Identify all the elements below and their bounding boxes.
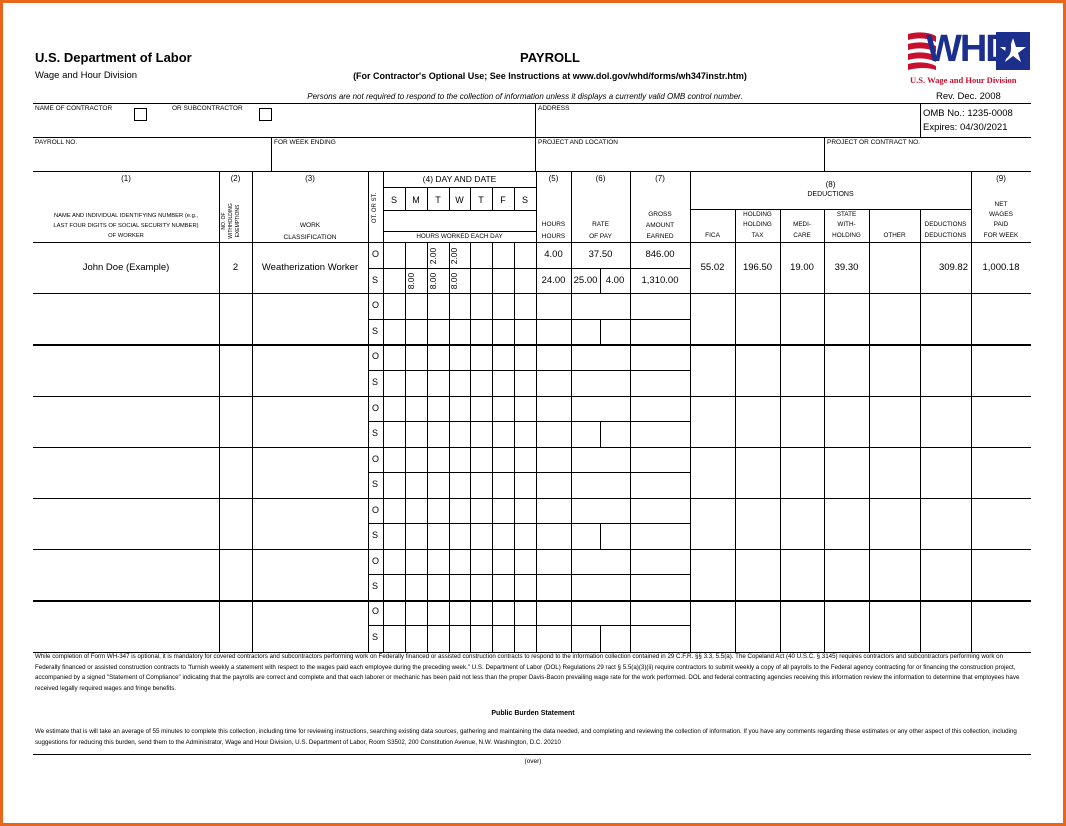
s-hours-wednesday: 8.00 — [449, 272, 459, 290]
over-label: (over) — [524, 758, 542, 765]
col6-label-a: RATE — [592, 221, 609, 228]
s-gross: 1,310.00 — [641, 275, 679, 286]
state-amount: 39.30 — [834, 262, 859, 273]
payroll-no-label: PAYROLL NO. — [35, 139, 78, 146]
s-rate: 25.00 — [573, 275, 598, 286]
col5-label-b: HOURS — [541, 221, 566, 228]
row2-s-mark: S — [372, 326, 379, 336]
fica-label: FICA — [705, 232, 720, 239]
row6-s-mark: S — [372, 530, 379, 540]
omb-number: OMB No.: 1235-0008 — [923, 108, 1013, 119]
row1-o-mark: O — [372, 249, 380, 259]
row2-o-mark: O — [372, 300, 380, 310]
whd-logo — [906, 30, 1030, 88]
day-sunday: S — [390, 195, 397, 205]
week-ending-label: FOR WEEK ENDING — [274, 139, 336, 146]
division-name: Wage and Hour Division — [35, 70, 138, 81]
form-subtitle: (For Contractor's Optional Use; See Instructions at www.dol.gov/whd/forms/wh347instr.htm) — [353, 71, 747, 81]
col3-label-a: WORK — [299, 222, 321, 229]
address-label: ADDRESS — [538, 105, 570, 112]
s-hours-tuesday: 8.00 — [428, 272, 438, 290]
row3-o-mark: O — [372, 351, 380, 361]
revision: Rev. Dec. 2008 — [936, 91, 1001, 102]
logo-subtitle: U.S. Wage and Hour Division — [910, 75, 1017, 85]
row4-o-mark: O — [372, 403, 380, 413]
worker-classification: Weatherization Worker — [261, 262, 359, 273]
medicare-label-a: MEDI- — [793, 221, 811, 228]
col2-number: (2) — [230, 174, 241, 183]
o-rate: 37.50 — [588, 249, 613, 260]
col3-number: (3) — [305, 174, 315, 183]
department-name: U.S. Department of Labor — [35, 50, 192, 65]
state-label-a: STATE — [836, 211, 857, 218]
o-hours-wednesday: 2.00 — [449, 247, 459, 265]
row7-s-mark: S — [372, 581, 379, 591]
burden-title: Public Burden Statement — [491, 710, 575, 717]
row5-s-mark: S — [372, 479, 379, 489]
net-label: NET — [994, 201, 1008, 208]
mandatory-statement: While completion of Form WH-347 is optional, it is mandatory for covered contractors and subcontractors performing work on Federally financed or assisted construction contracts to respond to the information collection contained in 29 C.F.R. §§ 3.3, 5.5(a). The Copeland Act (40 U.S.C. § 3145) requires contractors and subcontractors performing work on Federally financed or assisted construction contracts to "furnish weekly a statement with respect to the wages paid each employee during the preceding week." U.S. Department of Labor (DOL) Regulations 29 ract § 5.5(a)(3)(ii) require contractors to submit weekly a copy of all payrolls to the Federal agency contracting for or financing the construction project, accompanied by a signed "Statement of Compliance" indicating that the payrolls are correct and complete and that each laborer or mechanic has been paid not less than the proper Davis-Bacon prevailing wage rate for the work performed. DOL and federal contracting agencies receiving this information review the information to determine that employees have received legally required wages and fringe benefits. — [35, 653, 1020, 692]
col2-label-c: EXEMPTIONS — [235, 204, 241, 238]
day-saturday: S — [521, 195, 528, 205]
col2-label-a: NO. OF — [221, 212, 227, 230]
total-deductions-label-b: DEDUCTIONS — [924, 221, 967, 228]
day-wednesday: W — [455, 195, 464, 205]
net-wages-amount: 1,000.18 — [982, 262, 1020, 273]
ot-st-label: OT. OR ST. — [372, 192, 378, 224]
project-location-label: PROJECT AND LOCATION — [538, 139, 618, 146]
subcontractor-label: OR SUBCONTRACTOR — [172, 105, 243, 112]
col6-label-b: OF PAY — [589, 233, 612, 240]
col5-number: (5) — [548, 174, 559, 183]
deductions-label: DEDUCTIONS — [807, 191, 854, 198]
state-label-c: HOLDING — [832, 232, 861, 239]
row6-o-mark: O — [372, 505, 380, 515]
subcontractor-checkbox[interactable] — [259, 108, 272, 121]
omb-notice: Persons are not required to respond to the collection of information unless it displays a currently valid OMB control number. — [307, 92, 743, 101]
paid-label: PAID — [993, 221, 1009, 228]
col6-number: (6) — [595, 174, 606, 183]
fica-amount: 55.02 — [700, 262, 725, 273]
day-date-label: (4) DAY AND DATE — [422, 174, 497, 184]
row4-s-mark: S — [372, 428, 379, 438]
worker-name: John Doe (Example) — [82, 262, 170, 273]
table-header-bottom — [33, 242, 1031, 243]
col7-number: (7) — [655, 174, 665, 183]
col7-label-b: AMOUNT — [645, 222, 675, 229]
s-extra: 4.00 — [605, 275, 625, 286]
contractor-label: NAME OF CONTRACTOR — [35, 105, 113, 112]
day-monday: M — [412, 195, 420, 205]
col9-number: (9) — [996, 174, 1006, 183]
o-hours-tuesday: 2.00 — [428, 247, 438, 265]
s-total-hours: 24.00 — [541, 275, 566, 286]
col1-label-c: OF WORKER — [108, 233, 144, 239]
col8-number: (8) — [825, 180, 836, 189]
medicare-amount: 19.00 — [790, 262, 814, 273]
logo-text: WHD — [926, 28, 1011, 70]
row8-s-mark: S — [372, 632, 379, 642]
col1-label-b: LAST FOUR DIGITS OF SOCIAL SECURITY NUMBER) — [53, 223, 199, 229]
day-friday: F — [500, 195, 506, 205]
total-deductions-label-c: DEDUCTIONS — [924, 232, 967, 239]
col5-label-c: HOURS — [541, 233, 566, 240]
row7-o-mark: O — [372, 556, 380, 566]
burden-statement: We estimate that is will take an average of 55 minutes to complete this collection, including time for reviewing instructions, searching existing data sources, gathering and maintaining the data needed, and completing and reviewing the collection of information. If you have any comments regarding these estimates or any other aspect of this collection, including suggestions for reducing this burden, send them to the Administrator, Wage and Hour Division, U.S. Department of Labor, Room S3502, 200 Constitution Avenue, N.W. Washington, D.C. 20210 — [35, 728, 1017, 746]
withholding-amount: 196.50 — [742, 262, 773, 273]
withholding-label-c: TAX — [751, 232, 764, 239]
worker-exemptions: 2 — [232, 262, 239, 273]
col2-label-b: WITHHOLDING — [228, 203, 234, 239]
wages-label: WAGES — [989, 211, 1013, 218]
total-deductions-amount: 309.82 — [938, 262, 968, 273]
other-label: OTHER — [883, 232, 906, 239]
hours-each-day-label: HOURS WORKED EACH DAY — [416, 233, 503, 240]
row1-s-mark: S — [372, 275, 379, 285]
o-gross: 846.00 — [645, 249, 675, 260]
state-label-b: WITH- — [837, 221, 856, 228]
o-total-hours: 4.00 — [544, 249, 563, 260]
withholding-label-a: HOLDING — [743, 211, 772, 218]
s-hours-monday: 8.00 — [406, 272, 416, 290]
row5-o-mark: O — [372, 454, 380, 464]
day-thursday: T — [478, 195, 484, 205]
day-tuesday: T — [435, 195, 441, 205]
col7-label-a: GROSS — [648, 211, 672, 218]
col7-label-c: EARNED — [646, 233, 674, 240]
row3-s-mark: S — [372, 377, 379, 387]
col1-label-a: NAME AND INDIVIDUAL IDENTIFYING NUMBER (e.g., — [53, 213, 199, 219]
col3-label-b: CLASSIFICATION — [283, 234, 337, 241]
project-contract-label: PROJECT OR CONTRACT NO. — [827, 139, 920, 146]
contractor-checkbox[interactable] — [134, 108, 147, 121]
withholding-label-b: HOLDING — [743, 221, 772, 228]
row8-o-mark: O — [372, 606, 380, 616]
for-week-label: FOR WEEK — [983, 232, 1019, 239]
col1-number: (1) — [121, 174, 131, 183]
omb-expires: Expires: 04/30/2021 — [923, 122, 1008, 133]
medicare-label-b: CARE — [793, 232, 811, 239]
form-title: PAYROLL — [520, 50, 580, 65]
